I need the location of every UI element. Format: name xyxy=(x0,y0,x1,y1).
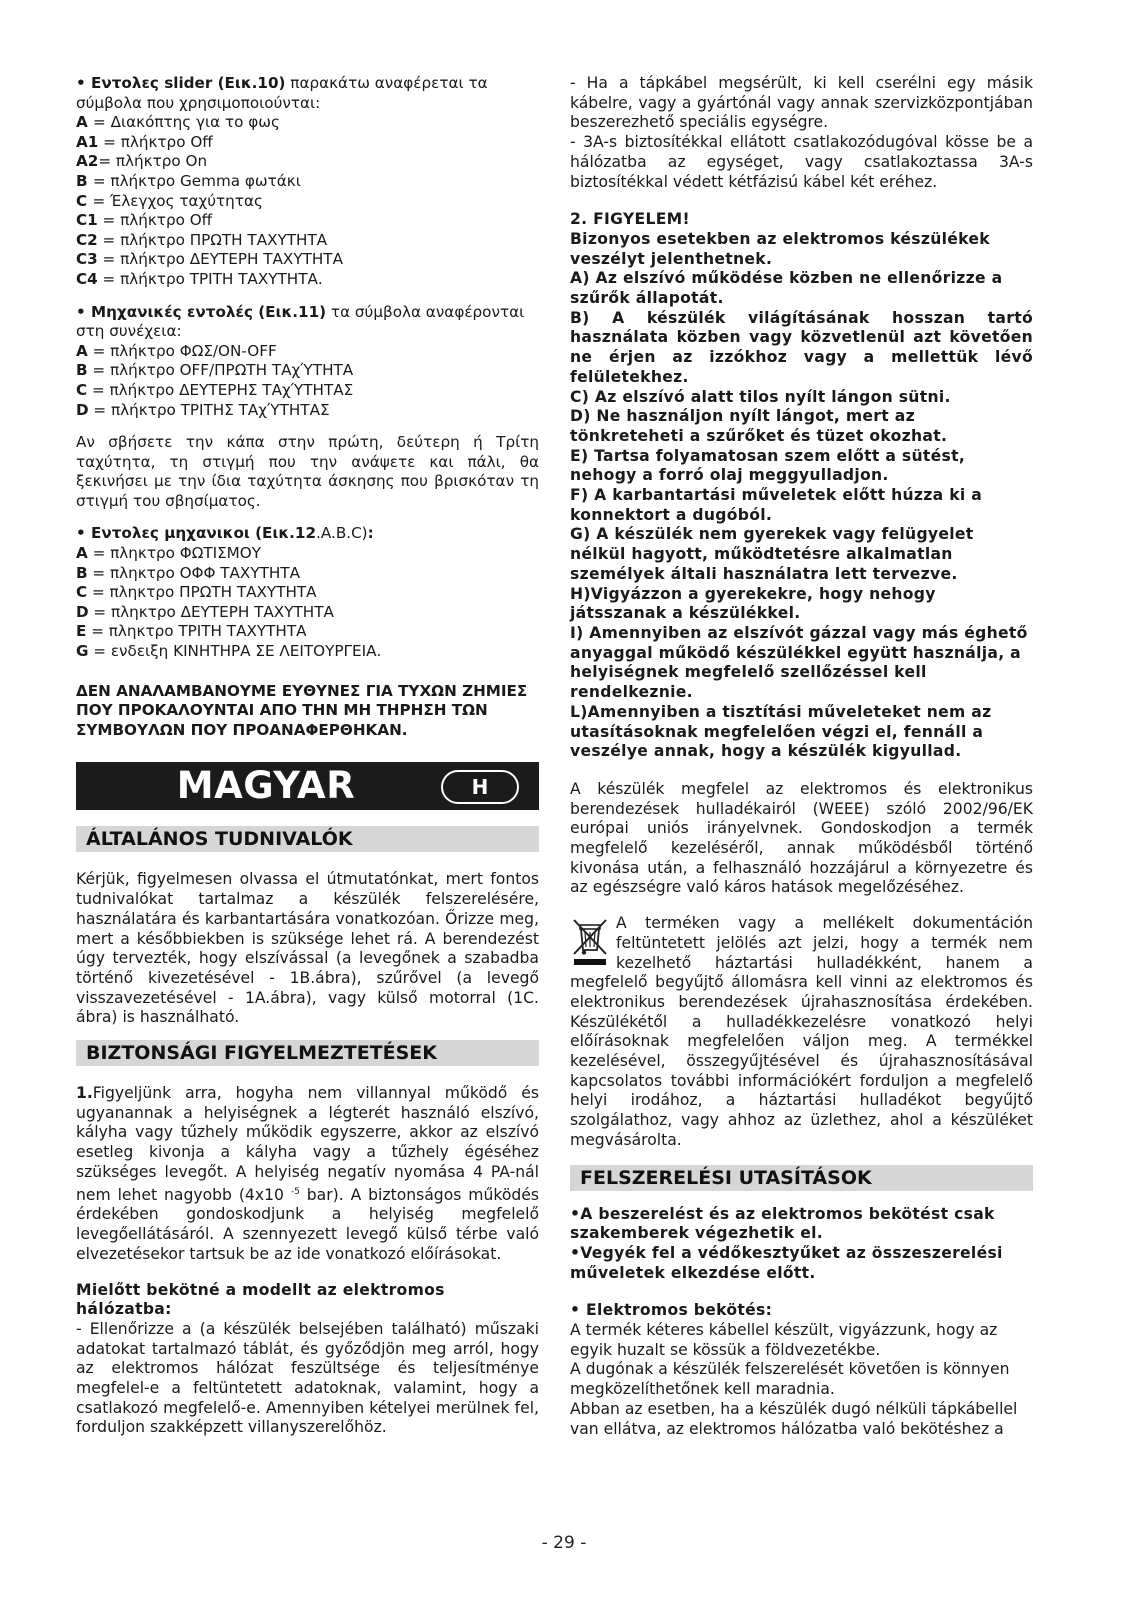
list-item: G = ενδειξη ΚΙΝΗΤΗΡΑ ΣΕ ΛΕΙΤΟΥΡΓΕΙΑ. xyxy=(76,642,382,661)
list-item: C1 = πλήκτρο Off xyxy=(76,211,213,230)
warning-title: 2. FIGYELEM! xyxy=(570,210,690,229)
list-item: C2 = πλήκτρο ΠΡΩΤΗ ΤΑΧΥΤΗΤΑ xyxy=(76,230,328,249)
list-item: C3 = πλήκτρο ΔΕΥΤΕΡΗ ΤΑΧΥΤΗΤΑ xyxy=(76,250,343,269)
general-text: Kérjük, figyelmesen olvassa el útmutatónkat, mert fontos tudnivalókat tartalmaz a készülék felszerelésére, használatára és karbantartására vonatkozóan. Őrizze meg, mert a későbbiekben is szüksége lehet rá. A berendezést úgy tervezték, hogy elszívással (a levegőnek a szabadba történő kivezetésével - 1B.ábra), szűrővel (a levegő visszavezetésével - 1A.ábra), vagy külső motorral (1C. ábra) is használható. xyxy=(76,870,539,1027)
mechanical-controls-2-section xyxy=(76,524,539,661)
disposal-paragraph: A terméken vagy a mellékelt dokumentáción feltüntetett jelölés azt jelzi, hogy a termék nem kezelhető háztartási hulladékként, hanem a megfelelő begyűjtő állomásra kell vinni az elektromos és elektronikus berendezések újrahasznosítása érdekében. Készülékétől a hulladékkezelésre vonatkozó helyi előírásoknak megfelelően váljon meg. A termékkel kezelésével, összegyűjtésével és újrahasznosításával kapcsolatos további információkért forduljon a megfelelő helyi irodához, a háztartási hulladékot begyűjtő szolgálathoz, vagy ahhoz az üzlethez, ahol a készüléket megvásárolta. xyxy=(570,914,1033,1149)
connect-heading: Mielőtt bekötné a modellt az elektromos hálózatba: xyxy=(76,1280,445,1319)
list-item: Bizonyos esetekben az elektromos készülékek veszélyt jelenthetnek. xyxy=(570,229,990,268)
list-item: A = πληκτρο ΦΩΤΙΣΜΟΥ xyxy=(76,544,262,563)
list-item: L)Amennyiben a tisztítási műveleteket nem az utasításoknak megfelelően végzi el, fennáll a veszélye annak, hogy a készülék kigyullad. xyxy=(570,702,992,761)
warning-list xyxy=(570,230,1033,762)
list-item: I) Amennyiben az elszívót gázzal vagy más éghető anyaggal működő készülékkel együtt használja, a helyiségnek megfelelő szellőzéssel kell rendelkeznie. xyxy=(570,623,1028,702)
list-item: C) Az elszívó alatt tilos nyílt lángon sütni. xyxy=(570,387,951,406)
page-number: - 29 - xyxy=(541,1533,587,1553)
section-heading-safety: BIZTONSÁGI FIGYELMEZTETÉSEK xyxy=(76,1040,539,1066)
list-item: B = πληκτρο ΟΦΦ ΤΑΧΥΤΗΤΑ xyxy=(76,563,300,582)
weee-directive-text: A készülék megfelel az elektromos és elektronikus berendezések hulladékairól (WEEE) szóló 2002/96/EK európai uniós irányelvnek. Gondoskodjon a termék megfelelő kezeléséről, annak működésből történő kivonása után, a felhasználó hozzájárul a környezetre és az egészségre való káros hatások megelőzéséhez. xyxy=(570,779,1033,897)
list-item: B = πλήκτρο Gemma φωτάκι xyxy=(76,171,301,190)
list-item: A2= πλήκτρο On xyxy=(76,152,208,171)
cable-text-2: - 3A-s biztosítékkal ellátott csatlakozódugóval kösse be a hálózatba az egységet, vagy csatlakoztassa 3A-s biztosítékkal védett kétfázisú kábel két eréhez. xyxy=(570,133,1033,191)
language-title: MAGYAR xyxy=(176,764,356,808)
section-heading-general: ÁLTALÁNOS TUDNIVALÓK xyxy=(76,826,539,852)
list-item: A = πλήκτρο ΦΩΣ/ON-OFF xyxy=(76,341,277,360)
list-item: Abban az esetben, ha a készülék dugó nélküli tápkábellel van ellátva, az elektromos hálózatba való bekötéshez a xyxy=(570,1399,1018,1438)
list-item: C = πλήκτρο ΔΕΥΤΕΡΗΣ ΤΑχΎΤΗΤΑΣ xyxy=(76,380,354,399)
list-item: H)Vigyázzon a gyerekekre, hogy nehogy játsszanak a készülékkel. xyxy=(570,584,936,623)
install-note-1: •A beszerelést és az elektromos bekötést csak szakemberek végezhetik el. xyxy=(570,1204,995,1243)
list-item: A termék kéteres kábellel készült, vigyázzunk, hogy az egyik huzalt se kössük a földvezetékbe. xyxy=(570,1321,998,1359)
language-code-badge: H xyxy=(441,770,519,804)
list-item: C = πληκτρο ΠΡΩΤΗ ΤΑΧΥΤΗΤΑ xyxy=(76,583,317,602)
disclaimer: ΔΕΝ ΑΝΑΛΑΜΒΑΝΟΥΜΕ ΕΥΘΥΝΕΣ ΓΙΑ ΤΥΧΩΝ ΖΗΜΙΕΣ ΠΟΥ ΠΡΟΚΑΛΟΥΝΤΑΙ ΑΠΟ ΤΗΝ ΜΗ ΤΗΡΗΣΗ ΤΩΝ ΣΥΜΒΟΥΛΩΝ ΠΟΥ ΠΡΟΑΝΑΦΕΡΘΗΚΑΝ. xyxy=(76,681,528,739)
list-item: D = πλήκτρο ΤΡΙΤΗΣ ΤΑχΎΤΗΤΑΣ xyxy=(76,400,330,419)
list-item: A1 = πλήκτρο Off xyxy=(76,132,213,151)
mechanical-intro: • Μηχανικές εντολές (Εικ.11) τα σύμβολα αναφέρονται στη συνέχεια: xyxy=(76,302,525,341)
connect-text: - Ellenőrizze a (a készülék belsejében található) műszaki adatokat tartalmazó táblát, és győződjön meg arról, hogy az elektromos hálózat feszültsége és teljesítménye megfelel-e a feltüntetett adatoknak, valamint, hogy a csatlakozó megfelelő-e. Amennyiben kételyei merülnek fel, forduljon szakképzett villanyszerelőhöz. xyxy=(76,1319,539,1437)
electric-connection-heading: • Elektromos bekötés: xyxy=(570,1301,773,1320)
crossed-out-wheeled-bin-icon xyxy=(570,916,612,966)
left-column xyxy=(76,74,539,1438)
speed-note: Αν σβήσετε την κάπα στην πρώτη, δεύτερη ή Τρίτη ταχύτητα, τη στιγμή που την ανάψετε και πάλι, θα ξεκινήσει με την ίδια ταχύτητα άσκησης που βρισκόταν τη στιγμή του σβησίματος. xyxy=(76,433,539,510)
list-item: F) A karbantartási műveletek előtt húzza ki a konnektort a dugóból. xyxy=(570,486,983,524)
list-item: B) A készülék világításának hosszan tartó használata közben vagy közvetlenül azt követően ne érjen az izzókhoz vagy a mellettük lévő felületekhez. xyxy=(570,308,1033,386)
list-item: B = πλήκτρο OFF/ΠΡΩΤΗ ΤΑχΎΤΗΤΑ xyxy=(76,361,354,380)
slider-controls-section xyxy=(76,74,539,290)
list-item: E = πληκτρο ΤΡΙΤΗ ΤΑΧΥΤΗΤΑ xyxy=(76,622,307,641)
list-item: A dugónak a készülék felszerelését követően is könnyen megközelíthetőnek kell maradnia. xyxy=(570,1360,1010,1399)
cable-text-1: - Ha a tápkábel megsérült, ki kell cserélni egy másik kábelre, vagy a gyártónál vagy annak szervizközpontjában beszerezhető speciális egységre. xyxy=(570,74,1033,132)
slider-items-list xyxy=(76,113,539,289)
mechanical-2-intro: • Εντολες μηχανικοι (Εικ.12.A.B.C): xyxy=(76,524,374,543)
list-item: D = πληκτρο ΔΕΥΤΕΡΗ ΤΑΧΥΤΗΤΑ xyxy=(76,602,334,621)
mechanical-controls-section xyxy=(76,303,539,421)
right-column xyxy=(570,74,1033,1439)
language-banner xyxy=(76,762,539,810)
install-note-2: •Vegyék fel a védőkesztyűket az összeszerelési műveletek elkezdése előtt. xyxy=(570,1243,1003,1282)
list-item: C4 = πλήκτρο ΤΡΙΤΗ ΤΑΧΥΤΗΤΑ. xyxy=(76,269,323,288)
list-item: G) A készülék nem gyerekek vagy felügyelet nélkül hagyott, működtetésre alkalmatlan személyek általi használatra lett tervezve. xyxy=(570,525,974,583)
section-heading-installation: FELSZERELÉSI UTASÍTÁSOK xyxy=(570,1165,1033,1191)
slider-intro: • Εντολες slider (Εικ.10) παρακάτω αναφέρεται τα σύμβολα που χρησιμοποιούνται: xyxy=(76,74,488,112)
list-item: A) Az elszívó működése közben ne ellenőrizze a szűrők állapotát. xyxy=(570,269,1003,308)
list-item: E) Tartsa folyamatosan szem előtt a sütést, nehogy a forró olaj meggyulladjon. xyxy=(570,446,966,485)
safety-paragraph-1: 1.Figyeljünk arra, hogyha nem villannyal működő és ugyanannak a helyiségnek a légterét használó elszívó, kályha vagy tűzhely működik egyszerre, akkor az elszívó esetleg kivonja a kályha vagy a tűzhely égéséhez szükséges levegőt. A helyiség negatív nyomása 4 PA-nál nem lehet nagyobb (4x10 $^{-5}$ bar). A biztonságos működés érdekében gondoskodjunk a helyiség megfelelő levegőellátásáról. A szennyezett levegő külső térbe való elvezetésekor tartsuk be az ide vonatkozó előírásokat. xyxy=(76,1084,539,1263)
list-item: C = Έλεγχος ταχύτητας xyxy=(76,191,263,210)
list-item: A = Διακόπτης για το φως xyxy=(76,113,280,132)
list-item: D) Ne használjon nyílt lángot, mert az tönkreteheti a szűrőket és tüzet okozhat. xyxy=(570,407,948,445)
